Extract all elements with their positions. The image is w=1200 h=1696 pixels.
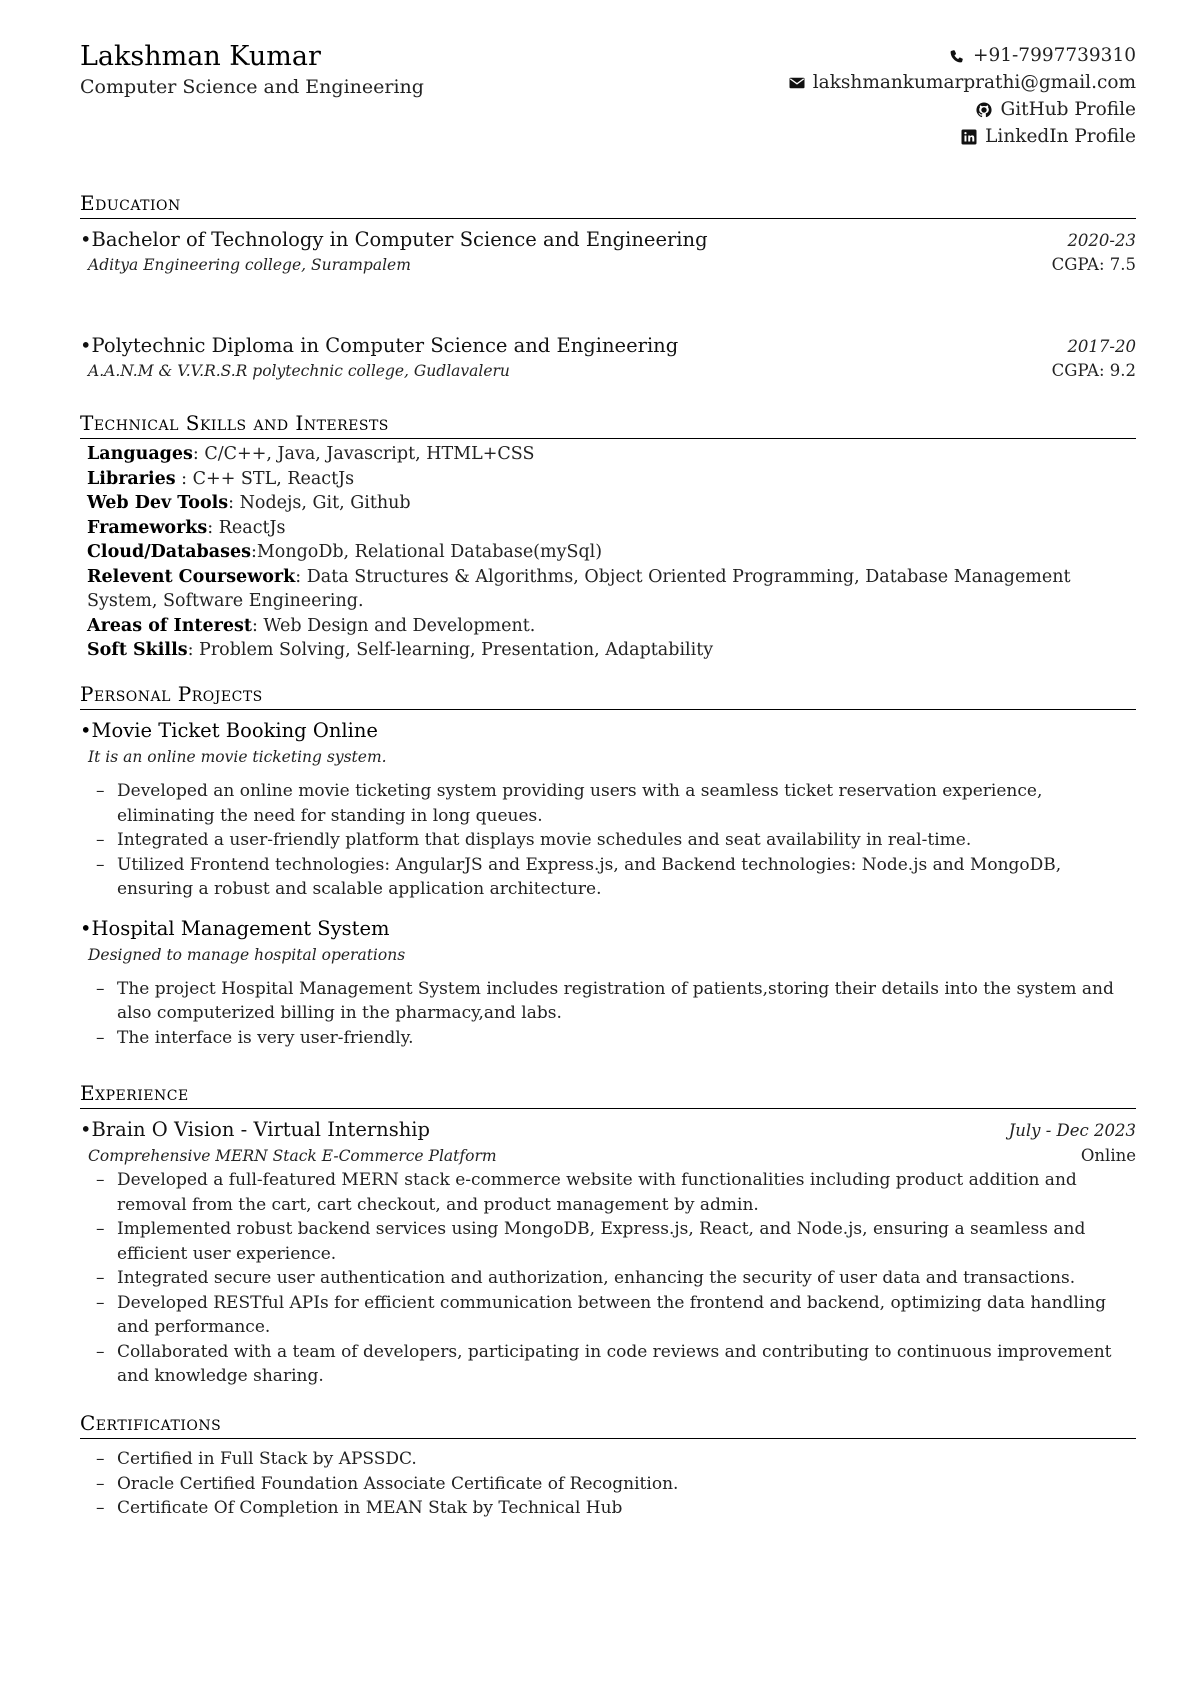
resume-header (80, 38, 1136, 158)
skills-section (80, 410, 1136, 663)
list-item (80, 1447, 1136, 1472)
dash-marker: – (96, 1027, 105, 1048)
skill-label: Languages (87, 444, 193, 464)
skill-label: Soft Skills (87, 640, 188, 660)
skill-value: Web Design and Development. (263, 615, 536, 636)
bullet-text: Utilized Frontend technologies: AngularJS and Express.js, and Backend technologies: Node.js and MongoDB, ensuring a robust and scalable application architecture. (117, 854, 1062, 899)
project-name: •Hospital Management System (80, 916, 390, 940)
contact-email[interactable] (788, 69, 1136, 96)
skill-row (80, 442, 1136, 467)
experience-heading: Experience (80, 1080, 1136, 1109)
degree-dates: 2017-20 (1067, 337, 1136, 356)
skill-value: Data Structures & Algorithms, Object Oriented Programming, Database Management System, Software Engineering. (87, 566, 1071, 611)
experience-subheader (80, 1144, 1136, 1168)
skill-separator: : (295, 566, 307, 587)
linkedin-icon (960, 128, 978, 146)
list-item (80, 977, 1136, 1026)
skill-separator: : (192, 444, 205, 464)
bullet-text: The project Hospital Management System includes registration of patients,storing their details into the system and also computerized billing in the pharmacy,and labs. (117, 978, 1114, 1023)
experience-header (80, 1117, 1136, 1144)
degree-dates: 2020-23 (1067, 231, 1136, 250)
skill-separator: : (187, 640, 200, 660)
institution-name: A.A.N.M & V.V.R.S.R polytechnic college, Gudlavaleru (88, 362, 510, 380)
github-icon (975, 101, 993, 119)
degree-score: CGPA: 7.5 (1051, 255, 1136, 274)
list-item (80, 828, 1136, 853)
bullet-text: Implemented robust backend services using MongoDB, Express.js, React, and Node.js, ensuring a seamless and efficient user experience. (117, 1219, 1086, 1264)
skill-row (80, 516, 1136, 541)
certifications-list (80, 1447, 1136, 1521)
certifications-section (80, 1410, 1136, 1521)
certification-text: Oracle Certified Foundation Associate Certificate of Recognition. (117, 1473, 679, 1494)
list-item (80, 1026, 1136, 1051)
candidate-discipline: Computer Science and Engineering (80, 76, 424, 98)
skill-value: ReactJs (218, 517, 286, 538)
linkedin-link: LinkedIn Profile (985, 126, 1136, 147)
skill-value: Nodejs, Git, Github (239, 493, 411, 513)
dash-marker: – (96, 1292, 105, 1313)
skill-separator: : (228, 493, 240, 513)
contact-phone[interactable] (788, 42, 1136, 69)
certification-text: Certified in Full Stack by APSSDC. (117, 1449, 417, 1469)
certification-text: Certificate Of Completion in MEAN Stak by Technical Hub (117, 1498, 623, 1518)
bullet-text: Integrated secure user authentication and authorization, enhancing the security of user data and transactions. (117, 1268, 1076, 1288)
dash-marker: – (96, 1449, 105, 1469)
experience-dates: July - Dec 2023 (1008, 1121, 1136, 1140)
bullet-text: Developed a full-featured MERN stack e-commerce website with functionalities including product addition and removal from the cart, cart checkout, and product management by admin. (117, 1170, 1077, 1215)
dash-marker: – (96, 978, 105, 999)
skill-row (80, 638, 1136, 663)
experience-role: •Brain O Vision - Virtual Internship (80, 1118, 431, 1141)
envelope-icon (788, 74, 806, 92)
institution-name: Aditya Engineering college, Surampalem (88, 256, 411, 274)
project-summary: It is an online movie ticketing system. (88, 748, 387, 766)
dash-marker: – (96, 1219, 105, 1239)
list-item (80, 1340, 1136, 1389)
degree-score: CGPA: 9.2 (1051, 361, 1136, 380)
skill-label: Cloud/Databases (87, 542, 251, 562)
skill-value: C/C++, Java, Javascript, HTML+CSS (204, 444, 535, 464)
list-item (80, 1266, 1136, 1291)
skills-list (80, 442, 1136, 663)
experience-section (80, 1080, 1136, 1389)
dash-marker: – (96, 1498, 105, 1518)
dash-marker: – (96, 1268, 105, 1288)
project-summary: Designed to manage hospital operations (88, 945, 406, 964)
dash-marker: – (96, 781, 105, 801)
list-item (80, 1168, 1136, 1217)
skill-separator: : (251, 615, 264, 636)
project-entry (80, 916, 1136, 1051)
skill-separator: : (207, 517, 219, 538)
dash-marker: – (96, 854, 105, 875)
certifications-heading: Certifications (80, 1410, 1136, 1439)
skill-value: MongoDb, Relational Database(mySql) (256, 542, 603, 562)
bullet-text: Collaborated with a team of developers, participating in code reviews and contributing to continuous improvement and knowledge sharing. (117, 1341, 1112, 1386)
list-item (80, 779, 1136, 828)
experience-entry (80, 1117, 1136, 1389)
projects-section (80, 681, 1136, 1050)
education-entry (80, 333, 1136, 385)
dash-marker: – (96, 1341, 105, 1362)
bullet-text: Developed RESTful APIs for efficient communication between the frontend and backend, optimizing data handling and performance. (117, 1292, 1107, 1337)
skill-row (80, 540, 1136, 565)
skills-heading: Technical Skills and Interests (80, 410, 1136, 439)
project-name: •Movie Ticket Booking Online (80, 719, 378, 742)
skill-row (80, 491, 1136, 516)
degree-title: •Bachelor of Technology in Computer Science and Engineering (80, 228, 708, 251)
contact-block (788, 42, 1136, 150)
list-item (80, 1496, 1136, 1521)
skill-row (80, 467, 1136, 492)
project-entry (80, 718, 1136, 902)
education-entry (80, 227, 1136, 279)
contact-github[interactable] (788, 96, 1136, 123)
bullet-text: Integrated a user-friendly platform that displays movie schedules and seat availability in real-time. (117, 830, 972, 850)
dash-marker: – (96, 1473, 105, 1494)
list-item (80, 1291, 1136, 1340)
list-item (80, 1217, 1136, 1266)
list-item (80, 1472, 1136, 1497)
degree-title: •Polytechnic Diploma in Computer Science and Engineering (80, 334, 679, 357)
project-bullets (80, 779, 1136, 902)
skill-row (80, 565, 1136, 614)
phone-number: +91-7997739310 (973, 45, 1136, 66)
contact-linkedin[interactable] (788, 123, 1136, 150)
github-link: GitHub Profile (1000, 99, 1136, 120)
email-address: lakshmankumarprathi@gmail.com (812, 72, 1136, 93)
skill-row (80, 614, 1136, 639)
experience-bullets (80, 1168, 1136, 1389)
skill-label: Frameworks (87, 517, 208, 538)
project-bullets (80, 977, 1136, 1051)
skill-label: Web Dev Tools (87, 493, 229, 513)
dash-marker: – (96, 1170, 105, 1190)
education-section (80, 190, 1136, 385)
bullet-text: Developed an online movie ticketing system providing users with a seamless ticket reservation experience, eliminating the need for standing in long queues. (117, 781, 1043, 826)
experience-project: Comprehensive MERN Stack E-Commerce Platform (88, 1147, 497, 1165)
bullet-text: The interface is very user-friendly. (117, 1027, 414, 1048)
skill-label: Areas of Interest (87, 615, 252, 636)
education-heading: Education (80, 190, 1136, 219)
phone-icon (948, 47, 966, 65)
projects-heading: Personal Projects (80, 681, 1136, 710)
skill-value: C++ STL, ReactJs (192, 468, 355, 489)
skill-separator: : (175, 468, 193, 489)
skill-separator: : (250, 542, 257, 562)
candidate-name: Lakshman Kumar (80, 41, 321, 72)
skill-label: Relevent Coursework (87, 566, 296, 587)
skill-value: Problem Solving, Self-learning, Presentation, Adaptability (199, 640, 714, 660)
experience-location: Online (1080, 1146, 1136, 1165)
list-item (80, 853, 1136, 902)
skill-label: Libraries (87, 468, 176, 489)
dash-marker: – (96, 830, 105, 850)
